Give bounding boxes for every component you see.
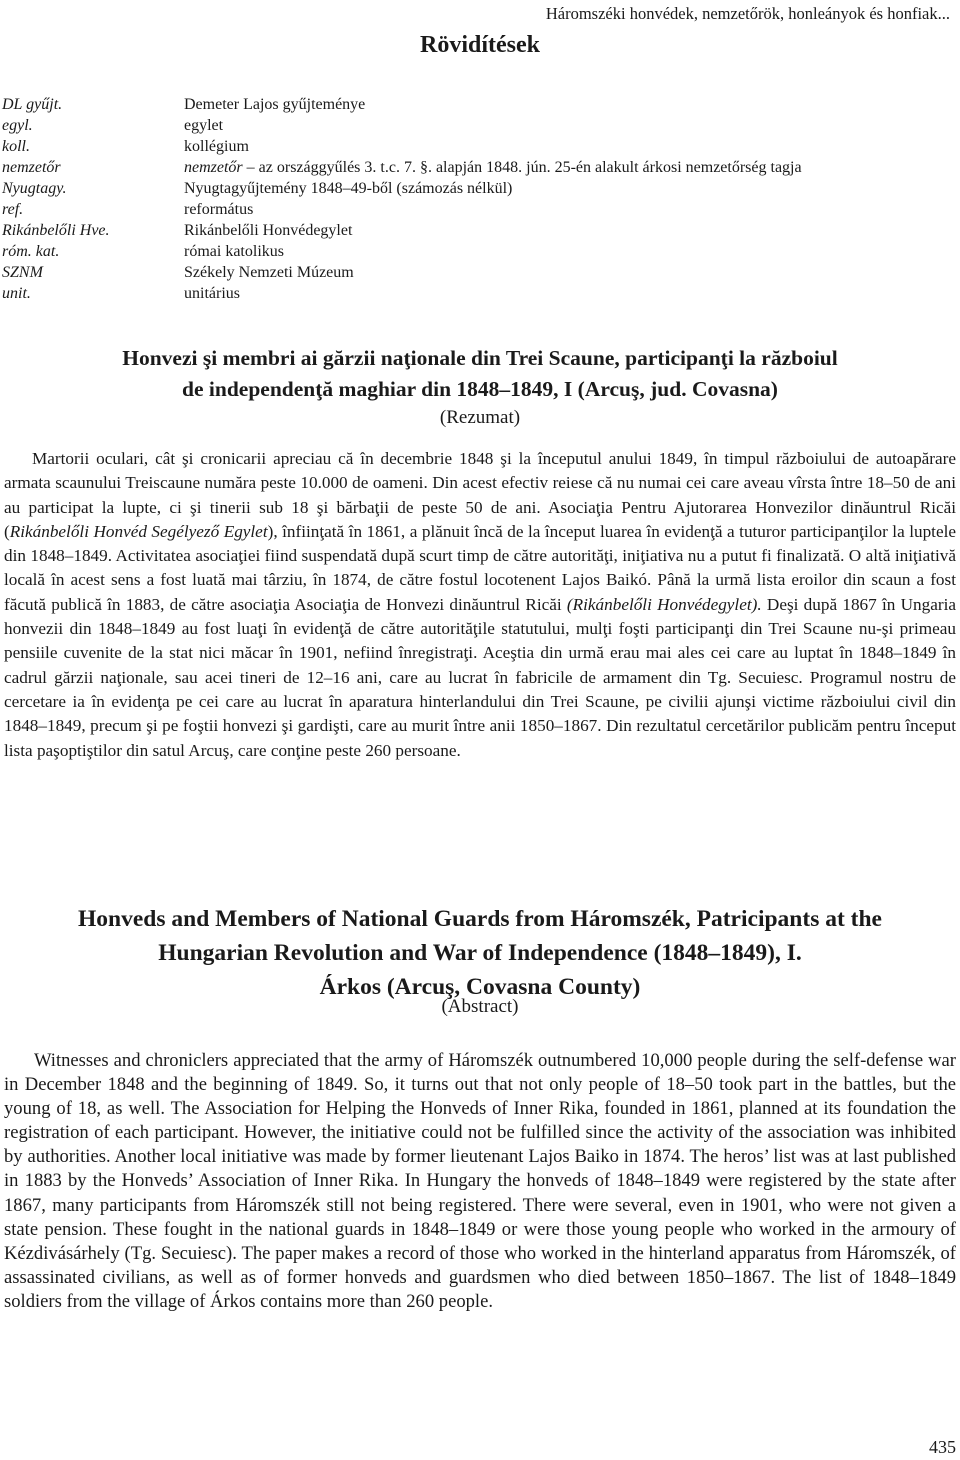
abbreviation-definition: református xyxy=(184,201,254,218)
definition-text: – az országgyűlés 3. t.c. 7. §. alapján 1848. jún. 25-én alakult árkosi nemzetőrség tagja xyxy=(242,159,802,176)
romanian-summary-subtitle: (Rezumat) xyxy=(439,407,521,428)
english-title-line: Hungarian Revolution and War of Independence (1848–1849), I. xyxy=(158,940,802,966)
english-abstract-title xyxy=(0,902,960,1004)
definition-term: nemzetőr xyxy=(184,159,243,176)
abbreviation-row xyxy=(2,96,942,117)
abbreviation-list xyxy=(2,96,942,306)
abbreviation-row xyxy=(2,201,942,222)
english-title-line: Árkos (Arcuş, Covasna County) xyxy=(319,974,641,1000)
abbreviation: koll. xyxy=(2,138,30,155)
abbreviation-row xyxy=(2,243,942,264)
abbreviation-definition: Székely Nemzeti Múzeum xyxy=(184,264,354,281)
abbreviation-definition: egylet xyxy=(184,117,224,134)
abbreviation: ref. xyxy=(2,201,24,218)
romanian-summary-title xyxy=(0,343,960,405)
abbreviation-definition: unitárius xyxy=(184,285,240,302)
abbreviation: DL gyűjt. xyxy=(2,96,63,113)
abbreviation: egyl. xyxy=(2,117,33,134)
body-italic-text: Rikánbelőli Honvéd Segélyező Egylet xyxy=(9,521,268,541)
abbreviation: Nyugtagy. xyxy=(2,180,67,197)
abbreviation-row xyxy=(2,285,942,306)
romanian-summary-body xyxy=(4,447,956,763)
body-text: ), înfiinţată în 1861, a plănuit încă de la început luarea în evidenţă a tuturor participanţilor la luptele din 1848–1849. Activitatea asociaţiei fiind suspendată după scurt timp de către autorităţi, iniţiativa nu a putut fi finalizată. O altă iniţiativă locală în acest sens a fost luată mai târziu, în 1874, de către fostul locotenent Lajos Baikó. Până la urmă lista eroilor din scaun a fost făcută publică în 1883, de către asociaţia Asociaţia de Honvezi dinăuntrul Ricăi xyxy=(4,521,956,614)
page-number: 435 xyxy=(929,1437,956,1457)
abbreviation-definition xyxy=(184,159,802,177)
abbreviation: unit. xyxy=(2,285,31,302)
abbreviation-row xyxy=(2,264,942,285)
english-abstract-subtitle: (Abstract) xyxy=(441,996,519,1017)
english-title-line: Honveds and Members of National Guards from Háromszék, Patricipants at the xyxy=(78,906,882,932)
abbreviation-row xyxy=(2,117,942,138)
body-text: Deşi după 1867 în Ungaria honvezii din 1848–1849 au fost luaţi în evidenţă de către autorităţile statutului, mulţi foşti participanţi din Trei Scaune nu-şi primeau pensiile cuvenite de la stat nici măcar în 1901, nefiind înregistraţi. Aceştia din urmă erau mai ales cei care au luptat în 1848–1849 în cadrul gărzii naţionale, sau acei tineri de 12–16 ani, care au lucrat în fabricile de armament din Tg. Secuiesc. Programul nostru de cercetare ia în evidenţa pe cei care au lucrat în aparatura hinterlandului din Trei Scaune, pe civilii ajunşi victime războiului civil din 1848–1849, precum şi pe foştii honvezi şi gardişti, care au murit între anii 1850–1867. Din rezultatul cercetărilor publicăm pentru început lista paşoptiştilor din satul Arcuş, care conţine peste 260 persoane. xyxy=(4,594,957,760)
body-italic-text: (Rikánbelőli Honvédegylet). xyxy=(566,594,762,614)
abbreviation-definition: Rikánbelőli Honvédegylet xyxy=(184,222,353,239)
english-abstract-body: Witnesses and chroniclers appreciated that the army of Háromszék outnumbered 10,000 people during the self-defense war in December 1848 and the beginning of 1849. So, it turns out that not only people of 18–50 took part in the battles, but the young of 18, as well. The Association for Helping the Honveds of Inner Rika, founded in 1861, planned at its foundation the registration of each participant. However, the initiative could not be fulfilled since the activity of the association was inhibited by authorities. Another local initiative was made by former lieutenant Lajos Baiko in 1874. The heros’ list was at last published in 1883 by the Honveds’ Association of Inner Rika. In Hungary the honveds of 1848–1849 were registered by the state after 1867, many participants from Háromszék still not being registered. There were several, even in 1901, who were not given a state pension. These fought in the national guards in 1848–1849 or were those young people who worked in the armoury of Kézdivásárhely (Tg. Secuiesc). The paper makes a record of those who worked in the hinterland apparatus from Háromszék, of assassinated civilians, as well as of former honveds and guardsmen who died between 1850–1867. The list of 1848–1849 soldiers from the village of Árkos contains more than 260 people. xyxy=(4,1050,956,1312)
abbreviation-definition: kollégium xyxy=(184,138,249,155)
abbreviation-definition: Nyugtagyűjtemény 1848–49-ből (számozás nélkül) xyxy=(184,180,513,197)
abbreviation-row xyxy=(2,180,942,201)
running-head: Háromszéki honvédek, nemzetőrök, honleányok és honfiak... xyxy=(545,4,950,23)
abbreviation: róm. kat. xyxy=(2,243,60,260)
abbreviation: nemzetőr xyxy=(2,159,61,176)
romanian-title-line: Honvezi şi membri ai gărzii naţionale din Trei Scaune, participanţi la războiul xyxy=(122,346,838,370)
abbreviation-definition: Demeter Lajos gyűjteménye xyxy=(184,96,366,113)
abbreviation: SZNM xyxy=(2,264,43,281)
abbreviation-row xyxy=(2,138,942,159)
romanian-title-line: de independenţă maghiar din 1848–1849, I (Arcuş, jud. Covasna) xyxy=(182,377,778,401)
abbreviation-definition: római katolikus xyxy=(184,243,284,260)
section-title: Rövidítések xyxy=(420,32,540,58)
abbreviation-row xyxy=(2,222,942,243)
body-text: Martorii oculari, cât şi cronicarii apreciau că în decembrie 1848 şi la începutul anului 1849, în timpul războiului de autoapărare armata scaunului Treiscaune număra peste 10.000 de oameni. Din acest efectiv reiese că nu numai cei care aveau vîrsta între 18–50 de ani au participat la lupte, ci şi tinerii sub 18 şi bărbaţii de peste 50 de ani. Asociaţia Pentru Ajutorarea Honvezilor dinăuntrul Ricăi ( xyxy=(4,449,956,541)
abbreviation: Rikánbelőli Hve. xyxy=(2,222,110,239)
abbreviation-row xyxy=(2,159,942,180)
